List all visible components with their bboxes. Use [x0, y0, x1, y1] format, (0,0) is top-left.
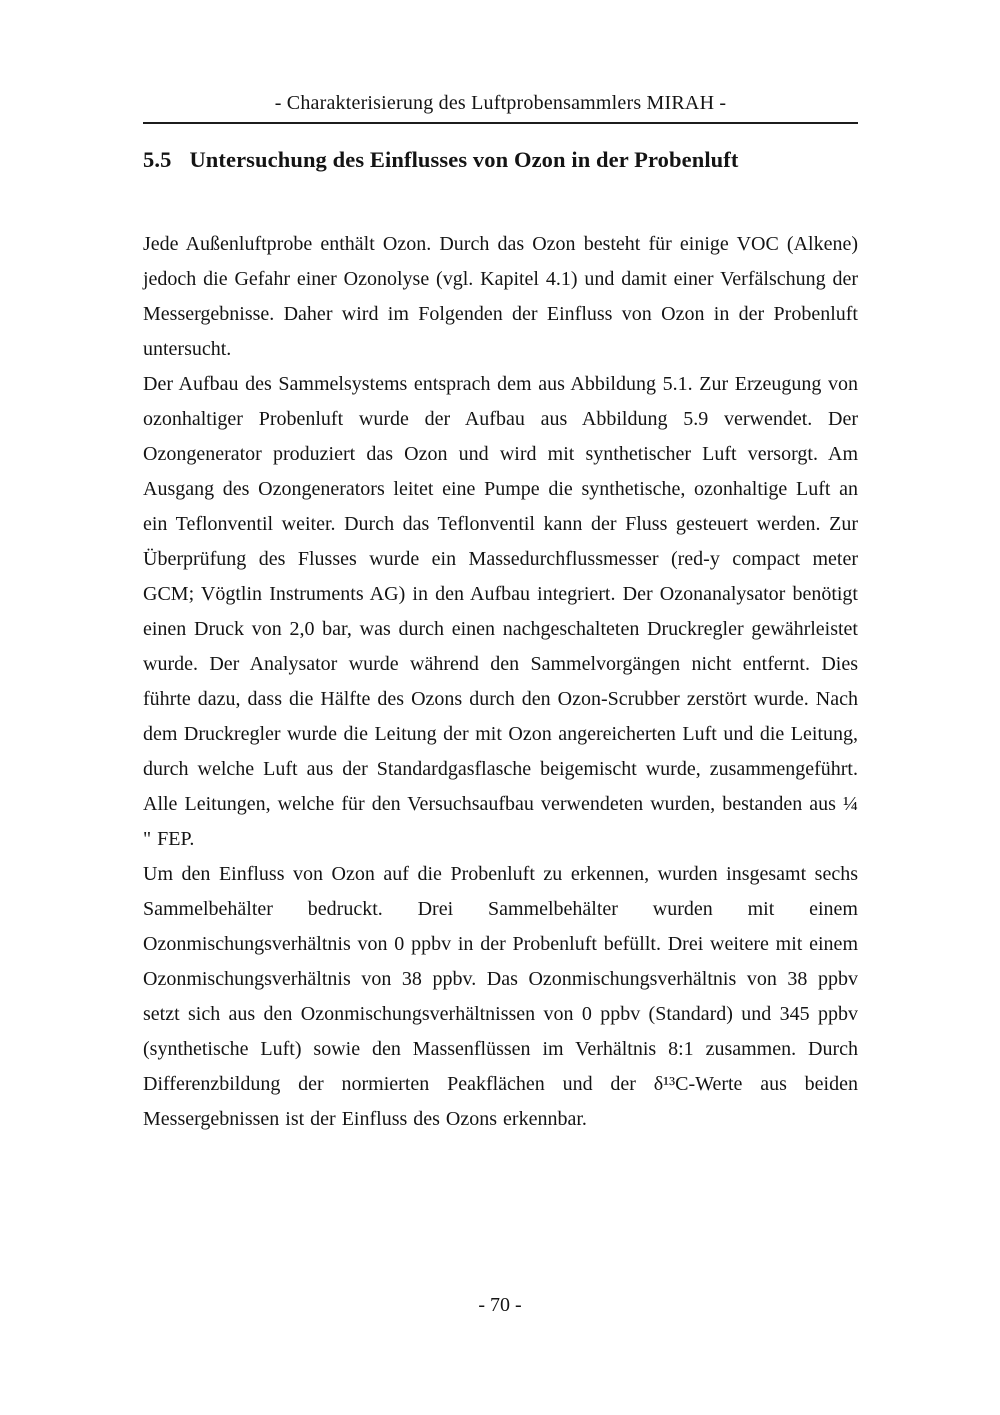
paragraph-experiment-containers: Um den Einfluss von Ozon auf die Probenluft zu erkennen, wurden insgesamt sechs Sammelbehälter bedruckt. Drei Sammelbehälter wurden mit einem Ozonmischungsverhältnis von 0 ppbv in der Probenluft befüllt. Drei weitere mit einem Ozonmischungsverhältnis von 38 ppbv. Das Ozonmischungsverhältnis von 38 ppbv setzt sich aus den Ozonmischungsverhältnissen von 0 ppbv (Standard) und 345 ppbv (synthetische Luft) sowie den Massenflüssen im Verhältnis 8:1 zusammen. Durch Differenzbildung der normierten Peakflächen und der δ¹³C-Werte aus beiden Messergebnissen ist der Einfluss des Ozons erkennbar. [143, 863, 858, 1130]
page-number: - 70 - [478, 1294, 522, 1316]
running-header [143, 91, 858, 124]
page-content [143, 0, 858, 1137]
running-header-text: - Charakterisierung des Luftprobensammlers MIRAH - [274, 92, 727, 114]
body-text [143, 227, 858, 1137]
paragraph-setup-description: Der Aufbau des Sammelsystems entsprach dem aus Abbildung 5.1. Zur Erzeugung von ozonhaltiger Probenluft wurde der Aufbau aus Abbildung 5.9 verwendet. Der Ozongenerator produziert das Ozon und wird mit synthetischer Luft versorgt. Am Ausgang des Ozongenerators leitet eine Pumpe die synthetische, ozonhaltige Luft an ein Teflonventil weiter. Durch das Teflonventil kann der Fluss gesteuert werden. Zur Überprüfung des Flusses wurde ein Massedurchflussmesser (red-y compact meter GCM; Vögtlin Instruments AG) in den Aufbau integriert. Der Ozonanalysator benötigt einen Druck von 2,0 bar, was durch einen nachgeschalteten Druckregler gewährleistet wurde. Der Analysator wurde während den Sammelvorgängen nicht entfernt. Dies führte dazu, dass die Hälfte des Ozons durch den Ozon-Scrubber zerstört wurde. Nach dem Druckregler wurde die Leitung der mit Ozon angereicherten Luft und die Leitung, durch welche Luft aus der Standardgasflasche beigemischt wurde, zusammengeführt. Alle Leitungen, welche für den Versuchsaufbau verwendeten wurden, bestanden aus ¼ " FEP. [143, 373, 858, 850]
section-title: Untersuchung des Einflusses von Ozon in der Probenluft [189, 147, 739, 172]
section-number: 5.5 [143, 147, 172, 172]
paragraph-ozone-intro: Jede Außenluftprobe enthält Ozon. Durch das Ozon besteht für einige VOC (Alkene) jedoch die Gefahr einer Ozonolyse (vgl. Kapitel 4.1) und damit einer Verfälschung der Messergebnisse. Daher wird im Folgenden der Einfluss von Ozon in der Probenluft untersucht. [143, 233, 858, 360]
section-heading [143, 146, 858, 174]
